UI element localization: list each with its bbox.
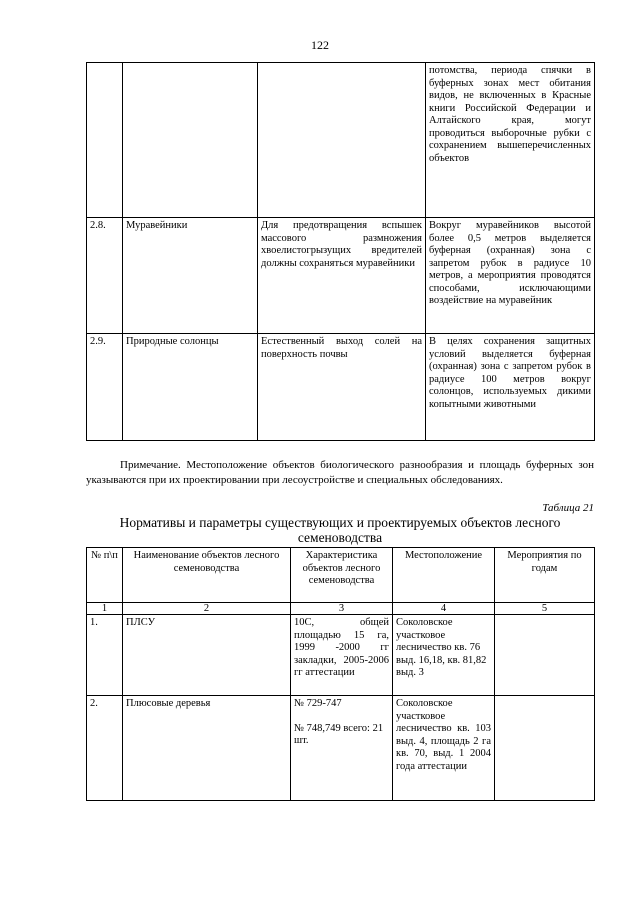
header-cell-name: Наименование объектов лесного семеноводства: [123, 548, 291, 603]
object-name-cell: Муравейники: [123, 218, 258, 334]
column-number: 4: [393, 603, 495, 615]
measures-cell: [495, 615, 595, 696]
measures-cell: Вокруг муравейников высотой более 0,5 метров выделяется буферная (охранная) зона с запретом рубок в радиусе 10 метров, а мероприятия проводятся способами, исключающими воздействие на муравейник: [426, 218, 595, 334]
table-row: [87, 696, 595, 801]
measures-cell: потомства, периода спячки в буферных зонах мест обитания видов, не включенных в Красные книги Российской Федерации и Алтайского края, могут проводиться выборочные рубки с сохранением вышеперечисленных объектов: [426, 63, 595, 218]
note-paragraph: Примечание. Местоположение объектов биологического разнообразия и площадь буферных зон указываются при их проектировании при лесоустройстве и специальных обследованиях.: [86, 459, 594, 486]
table-header-row: [87, 548, 595, 603]
table-row: [87, 334, 595, 441]
measures-cell: [495, 696, 595, 801]
object-name-cell: ПЛСУ: [123, 615, 291, 696]
row-number-cell: 2.: [87, 696, 123, 801]
row-number-cell: 2.8.: [87, 218, 123, 334]
location-cell: Соколовское участковое лесничество кв. 76 выд. 16,18, кв. 81,82 выд. 3: [393, 615, 495, 696]
table-row: [87, 218, 595, 334]
header-cell-characteristics: Характеристика объектов лесного семеноводства: [291, 548, 393, 603]
tree-numbers-first: № 729-747: [294, 698, 342, 709]
header-cell-measures: Мероприятия по годам: [495, 548, 595, 603]
object-name-cell: Плюсовые деревья: [123, 696, 291, 801]
characteristics-cell: [291, 696, 393, 801]
location-cell: Соколовское участковое лесничество кв. 103 выд. 4, площадь 2 га кв. 70, выд. 1 2004 года аттестации: [393, 696, 495, 801]
object-name-cell: Природные солонцы: [123, 334, 258, 441]
purpose-cell: Для предотвращения вспышек массового размножения хвоелистогрызущих вредителей должны сохраняться муравейники: [258, 218, 426, 334]
row-number-cell: 1.: [87, 615, 123, 696]
table-title: Нормативы и параметры существующих и проектируемых объектов лесного семеноводства: [119, 515, 561, 545]
column-number: 1: [87, 603, 123, 615]
table-row: [87, 615, 595, 696]
object-name-cell: [123, 63, 258, 218]
column-number: 5: [495, 603, 595, 615]
column-number-row: [87, 603, 595, 615]
table-label: Таблица 21: [542, 502, 594, 514]
table-row: [87, 63, 595, 218]
tree-numbers-second: № 748,749 всего: 21 шт.: [294, 722, 384, 746]
column-number: 3: [291, 603, 393, 615]
row-number-cell: 2.9.: [87, 334, 123, 441]
seed-objects-table: [86, 547, 595, 801]
characteristics-cell: 10С, общей площадью 15 га, 1999 -2000 гг закладки, 2005-2006 гг аттестации: [291, 615, 393, 696]
page-number: 122: [311, 38, 329, 52]
purpose-cell: [258, 63, 426, 218]
measures-cell: В целях сохранения защитных условий выделяется буферная (охранная) зона с запретом рубок в радиусе 100 метров вокруг солонцов, используемых дикими копытными животными: [426, 334, 595, 441]
header-cell-location: Местоположение: [393, 548, 495, 603]
row-number-cell: [87, 63, 123, 218]
header-cell-number: № п\п: [87, 548, 123, 603]
biodiversity-objects-table: [86, 62, 595, 441]
purpose-cell: Естественный выход солей на поверхность почвы: [258, 334, 426, 441]
column-number: 2: [123, 603, 291, 615]
